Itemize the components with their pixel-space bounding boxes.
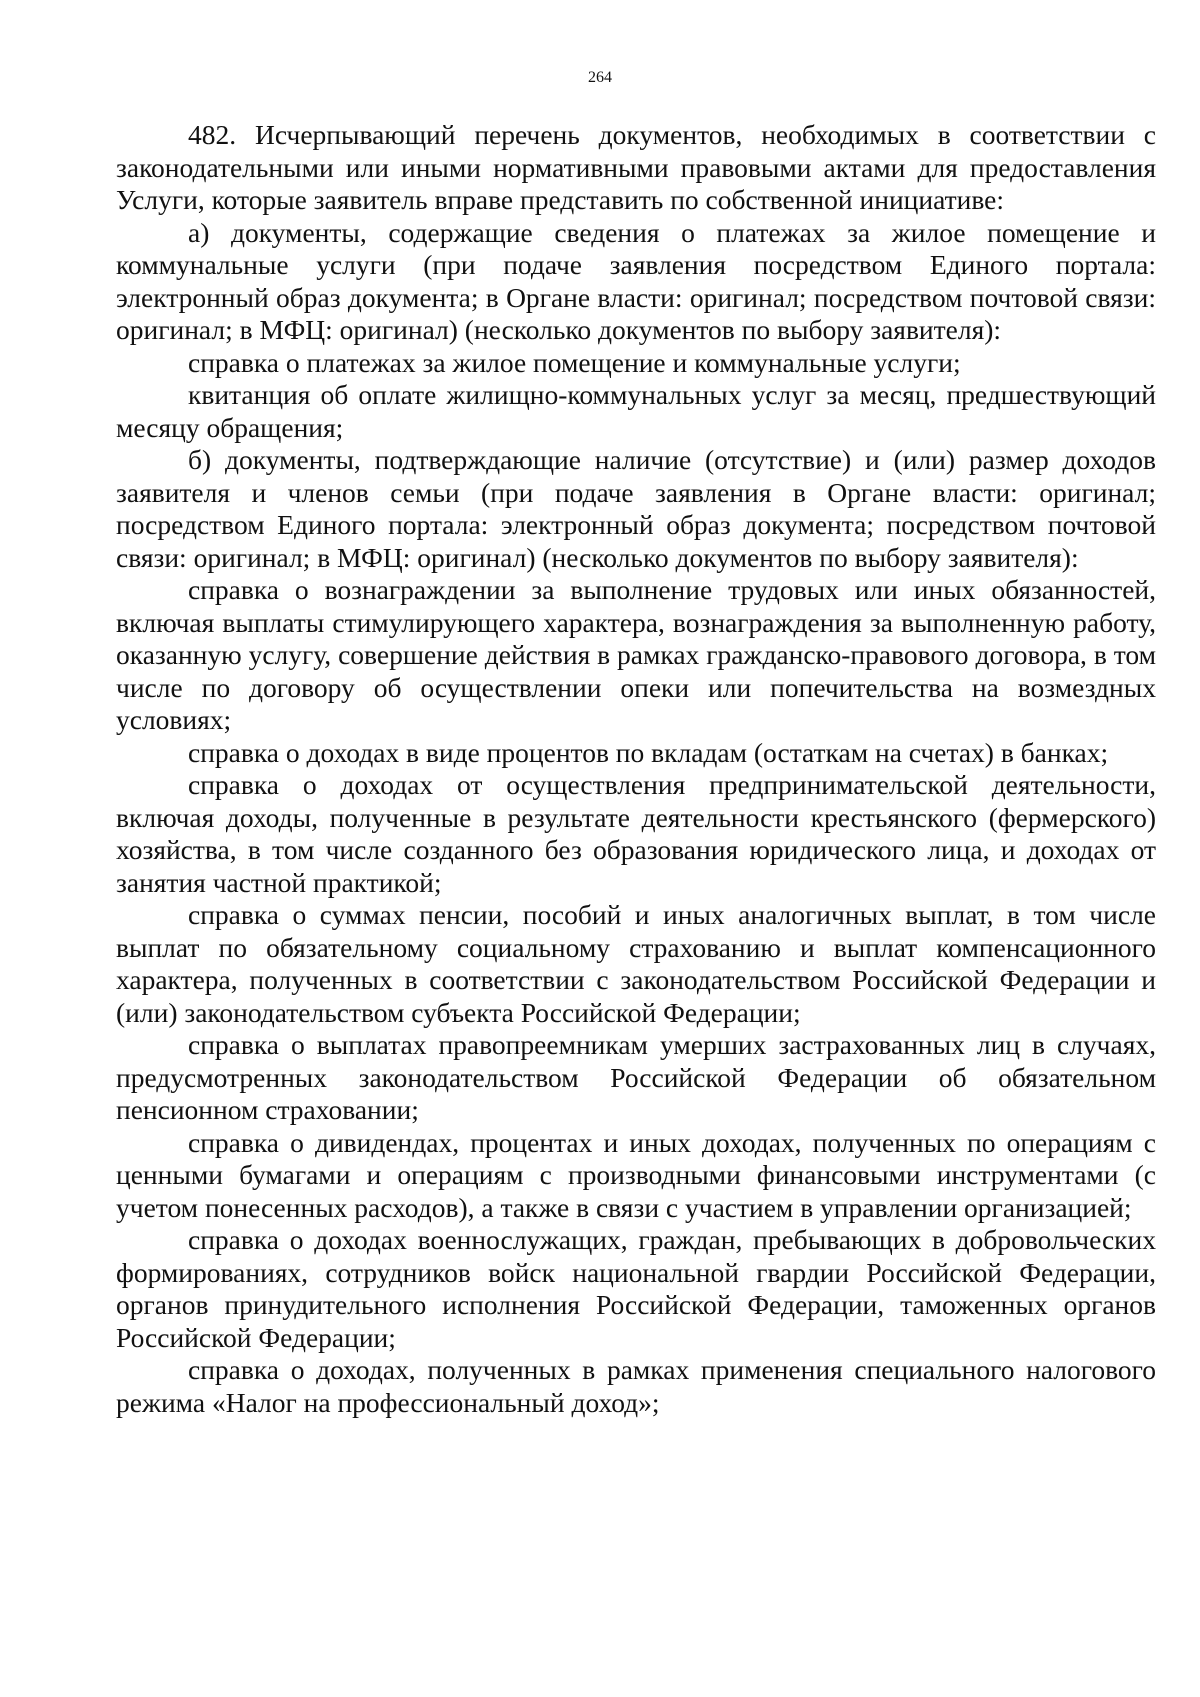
paragraph-item-a: а) документы, содержащие сведения о платежах за жилое помещение и коммунальные услуги (при подаче заявления посредством Единого портала: электронный образ документа; в Органе власти: оригинал; посредством почтовой связи: оригинал; в МФЦ: оригинал) (несколько документов по выбору заявителя): [116, 216, 1156, 345]
paragraph-dividends-certificate: справка о дивидендах, процентах и иных доходах, полученных по операциям с ценными бумагами и операциям с производными финансовыми инструментами (с учетом понесенных расходов), а также в связи с участием в управлении организацией; [116, 1126, 1156, 1223]
paragraph-military-income-certificate: справка о доходах военнослужащих, граждан, пребывающих в добровольческих формированиях, сотрудников войск национальной гвардии Российской Федерации, органов принудительного исполнения Российской Федерации, таможенных органов Российской Федерации; [116, 1224, 1156, 1353]
paragraph-professional-income-certificate: справка о доходах, полученных в рамках применения специального налогового режима «Налог на профессиональный доход»; [116, 1354, 1156, 1418]
paragraph-successor-payments-certificate: справка о выплатах правопреемникам умерших застрахованных лиц в случаях, предусмотренных законодательством Российской Федерации об обязательном пенсионном страховании; [116, 1029, 1156, 1125]
paragraph-482-intro: 482. Исчерпывающий перечень документов, необходимых в соответствии с законодательными или иными нормативными правовыми актами для предоставления Услуги, которые заявитель вправе представить по собственной инициативе: [116, 119, 1156, 215]
paragraph-deposit-interest-certificate: справка о доходах в виде процентов по вкладам (остаткам на счетах) в банках; [188, 736, 1109, 768]
document-body [116, 119, 1156, 1419]
paragraph-pension-certificate: справка о суммах пенсии, пособий и иных аналогичных выплат, в том числе выплат по обязательному социальному страхованию и выплат компенсационного характера, полученных в соответствии с законодательством Российской Федерации и (или) законодательством субъекта Российской Федерации; [116, 899, 1156, 1028]
paragraph-item-b: б) документы, подтверждающие наличие (отсутствие) и (или) размер доходов заявителя и членов семьи (при подаче заявления в Органе власти: оригинал; посредством Единого портала: электронный образ документа; посредством почтовой связи: оригинал; в МФЦ: оригинал) (несколько документов по выбору заявителя): [116, 444, 1156, 573]
paragraph-payment-certificate: справка о платежах за жилое помещение и коммунальные услуги; [188, 346, 961, 378]
page-number: 264 [588, 69, 612, 86]
paragraph-utility-receipt: квитанция об оплате жилищно-коммунальных услуг за месяц, предшествующий месяцу обращения; [116, 379, 1156, 443]
paragraph-business-income-certificate: справка о доходах от осуществления предпринимательской деятельности, включая доходы, полученные в результате деятельности крестьянского (фермерского) хозяйства, в том числе созданного без образования юридического лица, и доходах от занятия частной практикой; [116, 769, 1156, 898]
paragraph-remuneration-certificate: справка о вознаграждении за выполнение трудовых или иных обязанностей, включая выплаты стимулирующего характера, вознаграждения за выполненную работу, оказанную услугу, совершение действия в рамках гражданско-правового договора, в том числе по договору об осуществлении опеки или попечительства на возмездных условиях; [116, 574, 1156, 735]
